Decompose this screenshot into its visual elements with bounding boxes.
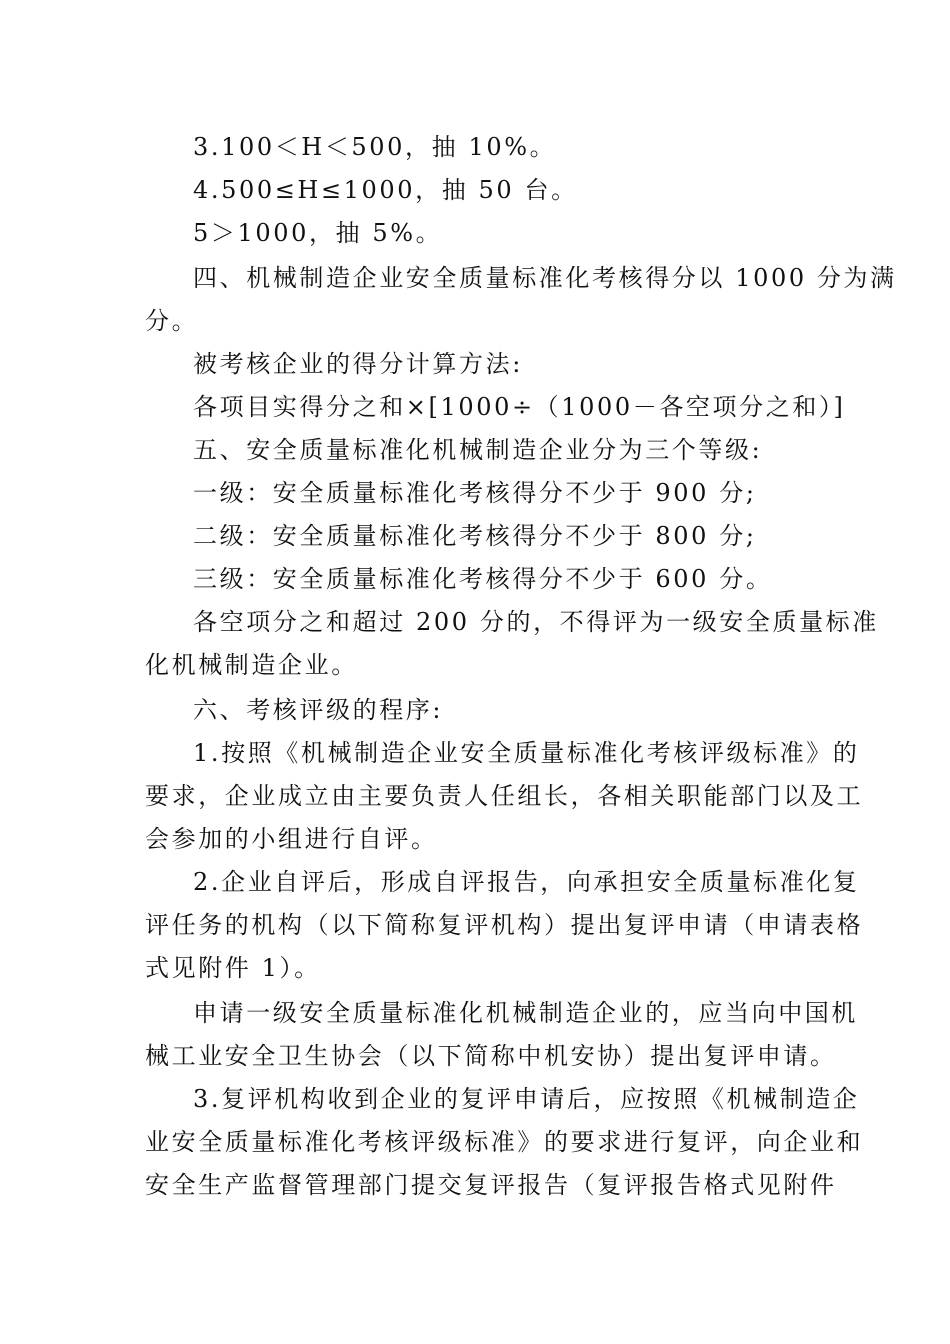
- text-line: 评任务的机构（以下简称复评机构）提出复评申请（申请表格: [145, 911, 864, 939]
- text-line: 5＞1000，抽 5%。: [193, 219, 443, 247]
- text-line: 三级：安全质量标准化考核得分不少于 600 分。: [193, 565, 773, 593]
- text-line: 械工业安全卫生协会（以下简称中机安协）提出复评申请。: [145, 1042, 837, 1070]
- text-line: 业安全质量标准化考核评级标准》的要求进行复评，向企业和: [145, 1128, 864, 1156]
- text-line: 六、考核评级的程序:: [193, 696, 444, 724]
- text-line: 化机械制造企业。: [145, 651, 358, 679]
- text-line: 各空项分之和超过 200 分的，不得评为一级安全质量标准: [193, 608, 879, 636]
- text-line: 二级：安全质量标准化考核得分不少于 800 分;: [193, 522, 757, 550]
- text-line: 3.100＜H＜500，抽 10%。: [193, 133, 557, 161]
- text-line: 2.企业自评后，形成自评报告，向承担安全质量标准化复: [193, 868, 860, 896]
- text-line: 五、安全质量标准化机械制造企业分为三个等级:: [193, 436, 763, 464]
- text-line: 要求，企业成立由主要负责人任组长，各相关职能部门以及工: [145, 782, 864, 810]
- text-line: 安全生产监督管理部门提交复评报告（复评报告格式见附件: [145, 1171, 837, 1199]
- text-line: 申请一级安全质量标准化机械制造企业的，应当向中国机: [193, 999, 858, 1027]
- text-line: 被考核企业的得分计算方法:: [193, 350, 523, 378]
- text-line: 4.500≤H≤1000，抽 50 台。: [193, 176, 578, 204]
- text-line: 3.复评机构收到企业的复评申请后，应按照《机械制造企: [193, 1085, 860, 1113]
- formula-line: 各项目实得分之和×[1000÷（1000－各空项分之和）]: [193, 393, 846, 421]
- text-line: 分。: [145, 307, 199, 335]
- text-line: 四、机械制造企业安全质量标准化考核得分以 1000 分为满: [193, 264, 897, 292]
- text-line: 式见附件 1）。: [145, 954, 321, 982]
- text-line: 一级：安全质量标准化考核得分不少于 900 分;: [193, 479, 757, 507]
- text-line: 1.按照《机械制造企业安全质量标准化考核评级标准》的: [193, 739, 860, 767]
- text-line: 会参加的小组进行自评。: [145, 825, 438, 853]
